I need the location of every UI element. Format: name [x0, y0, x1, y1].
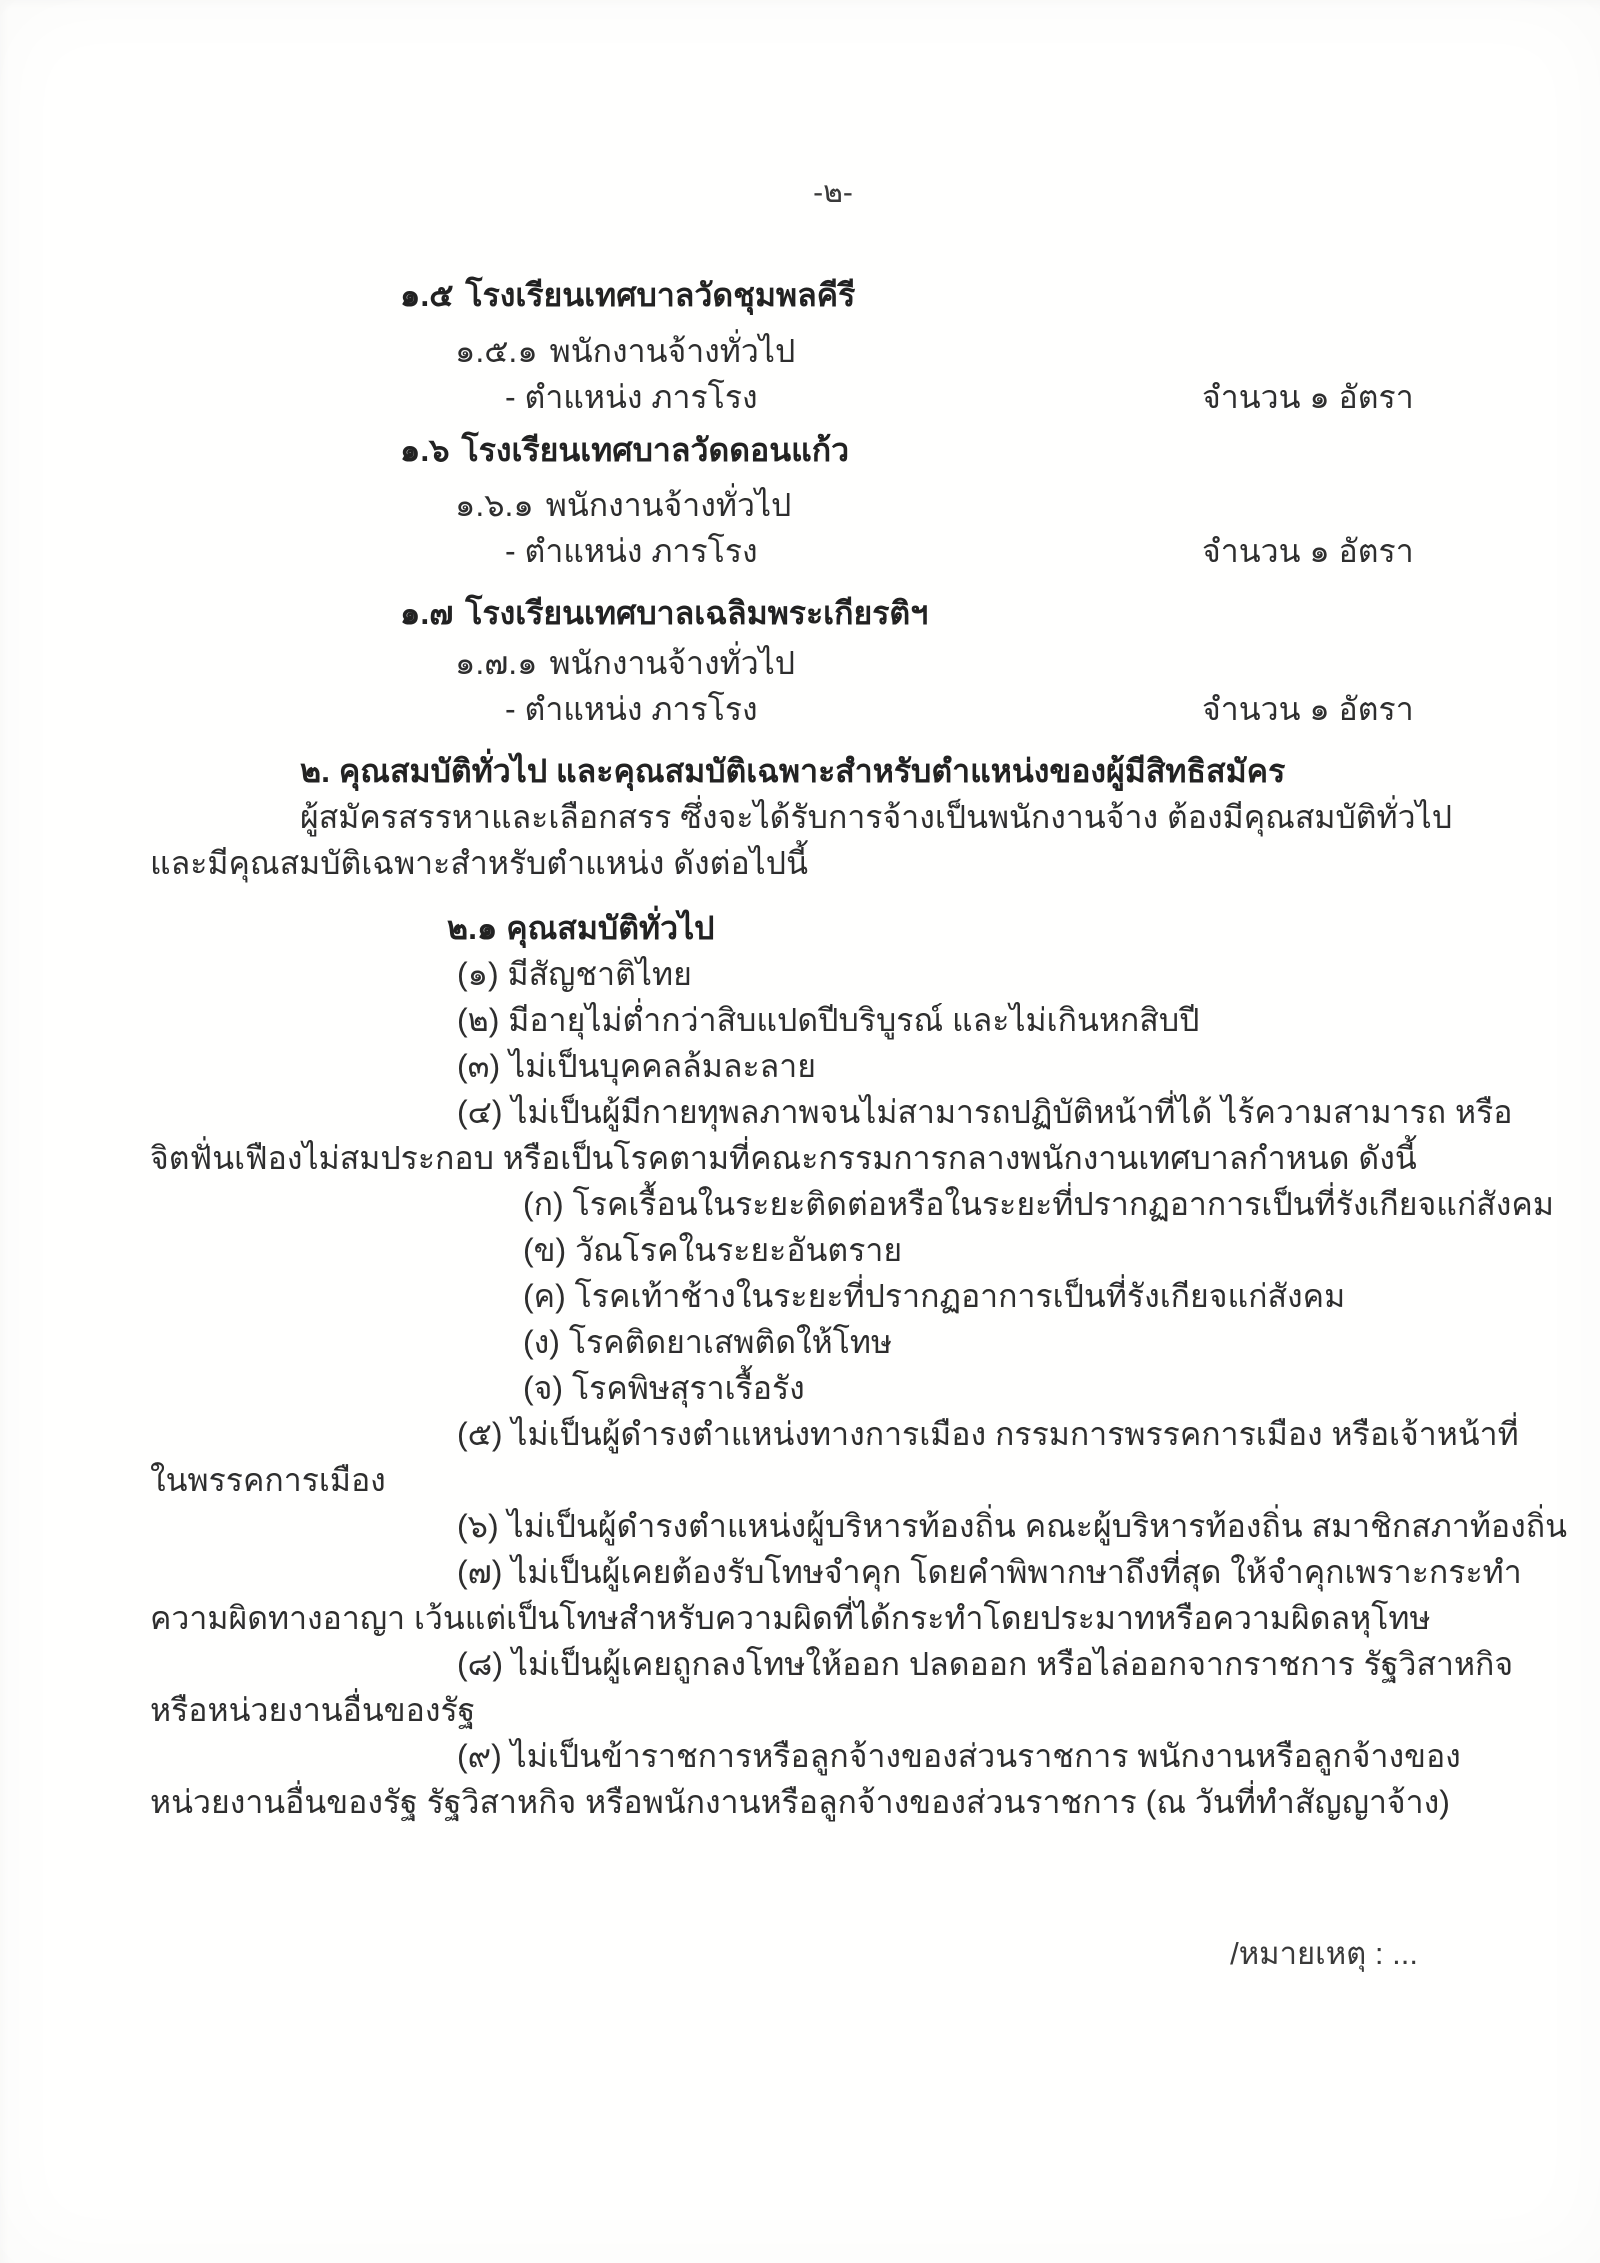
- school-number: ๑.๕: [400, 277, 454, 313]
- section2-heading: ๒. คุณสมบัติทั่วไป และคุณสมบัติเฉพาะสำหรับตำแหน่งของผู้มีสิทธิสมัคร: [300, 753, 1286, 789]
- school-section-1-6: [150, 427, 1450, 574]
- school-section-1-7: [150, 590, 1450, 732]
- qualification-item-4: (๔) ไม่เป็นผู้มีกายทุพลภาพจนไม่สามารถปฏิบัติหน้าที่ได้ ไร้ความสามารถ หรือ: [457, 1094, 1513, 1130]
- school-name: โรงเรียนเทศบาลวัดชุมพลคีรี: [465, 277, 856, 313]
- intro-paragraph-line2: และมีคุณสมบัติเฉพาะสำหรับตำแหน่ง ดังต่อไปนี้: [150, 845, 808, 881]
- document-content: [0, 170, 1600, 1977]
- qualification-item-2: (๒) มีอายุไม่ต่ำกว่าสิบแปดปีบริบูรณ์ และไม่เกินหกสิบปี: [457, 1002, 1200, 1038]
- qualification-item-9: (๙) ไม่เป็นข้าราชการหรือลูกจ้างของส่วนราชการ พนักงานหรือลูกจ้างของ: [457, 1738, 1461, 1774]
- qualifications-section: [150, 748, 1568, 1825]
- qualification-item-8: (๘) ไม่เป็นผู้เคยถูกลงโทษให้ออก ปลดออก หรือไล่ออกจากราชการ รัฐวิสาหกิจ: [457, 1646, 1514, 1682]
- qualification-item-9-continuation: หน่วยงานอื่นของรัฐ รัฐวิสาหกิจ หรือพนักงานหรือลูกจ้างของส่วนราชการ (ณ วันที่ทำสัญญาจ้าง): [150, 1784, 1450, 1820]
- qualification-item-6: (๖) ไม่เป็นผู้ดำรงตำแหน่งผู้บริหารท้องถิ่น คณะผู้บริหารท้องถิ่น สมาชิกสภาท้องถิ่น: [457, 1508, 1568, 1544]
- employee-type-number: ๑.๖.๑: [455, 487, 534, 523]
- school-heading: [400, 272, 1450, 318]
- continuation-note: /หมายเหตุ : ...: [1230, 1936, 1418, 1971]
- school-heading: [400, 427, 1450, 473]
- position-label: - ตำแหน่ง ภารโรง: [505, 533, 758, 569]
- disease-item-c: (ค) โรคเท้าช้างในระยะที่ปรากฏอาการเป็นที่รังเกียจแก่สังคม: [523, 1278, 1346, 1314]
- school-number: ๑.๖: [400, 432, 450, 468]
- school-heading: [400, 590, 1450, 636]
- section2-1-heading: ๒.๑ คุณสมบัติทั่วไป: [447, 910, 715, 946]
- position-row: [150, 374, 1450, 420]
- qualification-item-4-continuation: จิตฟั่นเฟืองไม่สมประกอบ หรือเป็นโรคตามที่คณะกรรมการกลางพนักงานเทศบาลกำหนด ดังนี้: [150, 1140, 1417, 1176]
- qualification-item-5: (๕) ไม่เป็นผู้ดำรงตำแหน่งทางการเมือง กรรมการพรรคการเมือง หรือเจ้าหน้าที่: [457, 1416, 1519, 1452]
- page-number: -๒-: [813, 176, 853, 209]
- position-row: [150, 686, 1450, 732]
- position-label: - ตำแหน่ง ภารโรง: [505, 691, 758, 727]
- position-count: จำนวน ๑ อัตรา: [1202, 379, 1414, 415]
- employee-type-line: [455, 640, 1450, 686]
- disease-item-b: (ข) วัณโรคในระยะอันตราย: [523, 1232, 903, 1268]
- disease-item-d: (ง) โรคติดยาเสพติดให้โทษ: [523, 1324, 893, 1360]
- school-name: โรงเรียนเทศบาลเฉลิมพระเกียรติฯ: [465, 595, 929, 631]
- employee-type-number: ๑.๕.๑: [455, 333, 538, 369]
- employee-type-line: [455, 328, 1450, 374]
- qualification-item-5-continuation: ในพรรคการเมือง: [150, 1462, 386, 1498]
- employee-type-line: [455, 482, 1450, 528]
- position-row: [150, 528, 1450, 574]
- qualification-item-3: (๓) ไม่เป็นบุคคลล้มละลาย: [457, 1048, 816, 1084]
- qualification-item-7-continuation: ความผิดทางอาญา เว้นแต่เป็นโทษสำหรับความผิดที่ได้กระทำโดยประมาทหรือความผิดลหุโทษ: [150, 1600, 1431, 1636]
- qualification-item-8-continuation: หรือหน่วยงานอื่นของรัฐ: [150, 1692, 476, 1728]
- qualification-item-1: (๑) มีสัญชาติไทย: [457, 956, 692, 992]
- qualification-item-7: (๗) ไม่เป็นผู้เคยต้องรับโทษจำคุก โดยคำพิพากษาถึงที่สุด ให้จำคุกเพราะกระทำ: [457, 1554, 1522, 1590]
- disease-item-a: (ก) โรคเรื้อนในระยะติดต่อหรือในระยะที่ปรากฏอาการเป็นที่รังเกียจแก่สังคม: [523, 1186, 1554, 1222]
- school-section-1-5: [150, 272, 1450, 420]
- position-count: จำนวน ๑ อัตรา: [1202, 533, 1414, 569]
- employee-type-number: ๑.๗.๑: [455, 645, 538, 681]
- school-name: โรงเรียนเทศบาลวัดดอนแก้ว: [461, 432, 850, 468]
- position-count: จำนวน ๑ อัตรา: [1202, 691, 1414, 727]
- employee-type-label: พนักงานจ้างทั่วไป: [545, 487, 792, 523]
- employee-type-label: พนักงานจ้างทั่วไป: [549, 333, 796, 369]
- position-label: - ตำแหน่ง ภารโรง: [505, 379, 758, 415]
- school-number: ๑.๗: [400, 595, 454, 631]
- disease-item-e: (จ) โรคพิษสุราเรื้อรัง: [523, 1370, 805, 1406]
- employee-type-label: พนักงานจ้างทั่วไป: [549, 645, 796, 681]
- intro-paragraph-line1: ผู้สมัครสรรหาและเลือกสรร ซึ่งจะได้รับการจ้างเป็นพนักงานจ้าง ต้องมีคุณสมบัติทั่วไป: [300, 799, 1452, 835]
